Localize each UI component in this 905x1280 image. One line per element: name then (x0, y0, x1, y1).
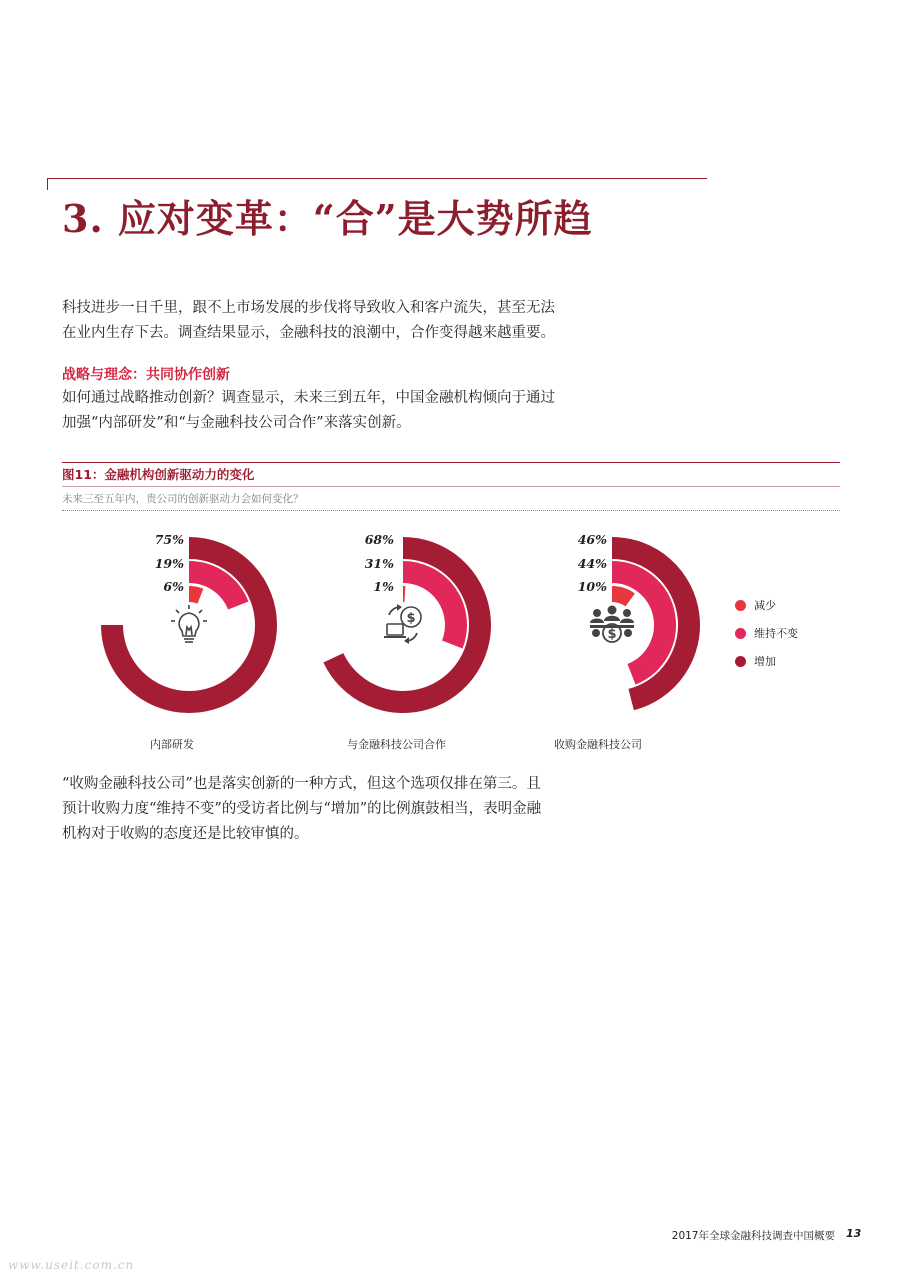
chart-category-label: 收购金融科技公司 (554, 738, 642, 751)
chart-label-decrease: 10% (577, 579, 607, 594)
chart-legend (735, 598, 798, 668)
legend-item (735, 626, 798, 640)
svg-text:$: $ (607, 627, 617, 642)
chart-label-same: 44% (577, 556, 607, 571)
legend-label: 减少 (754, 599, 776, 612)
svg-text:$: $ (406, 611, 416, 626)
partnership-icon (384, 604, 421, 644)
closing-line: “收购金融科技公司”也是落实创新的一种方式，但这个选项仅排在第三。且 (62, 776, 541, 792)
page-title: 3. 应对变革：“合”是大势所趋 (62, 196, 593, 241)
bar-same (403, 572, 456, 645)
closing-line: 预计收购力度“维持不变”的受访者比例与“增加”的比例旗鼓相当，表明金融 (62, 801, 542, 817)
figure-subtitle: 未来三至五年内，贵公司的创新驱动力会如何变化？ (62, 493, 304, 505)
section-line: 如何通过战略推动创新？调查显示，未来三到五年，中国金融机构倾向于通过 (62, 390, 555, 406)
legend-item (735, 654, 798, 668)
chart-label-decrease: 6% (163, 579, 184, 594)
bar-decrease (189, 594, 200, 596)
bar-increase (112, 548, 266, 702)
legend-swatch-same (735, 628, 746, 639)
radial-chart (612, 548, 689, 700)
chart-label-same: 19% (154, 556, 184, 571)
intro-line: 科技进步一日千里，跟不上市场发展的步伐将导致收入和客户流失，甚至无法 (62, 300, 555, 316)
closing-line: 机构对于收购的态度还是比较审慎的。 (62, 826, 309, 842)
legend-label: 维持不变 (754, 627, 798, 640)
chart-label-same: 31% (364, 556, 394, 571)
acquisition-icon (590, 606, 634, 643)
legend-swatch-decrease (735, 600, 746, 611)
legend-label: 增加 (754, 655, 776, 668)
section-line: 加强“内部研发”和“与金融科技公司合作”来落实创新。 (62, 415, 411, 431)
legend-swatch-increase (735, 656, 746, 667)
closing-paragraph (62, 772, 602, 847)
chart-category-label: 内部研发 (150, 738, 194, 751)
footer-title: 2017年全球金融科技调查中国概要 (671, 1230, 835, 1242)
watermark: www.useit.com.cn (8, 1258, 135, 1272)
radial-chart (112, 548, 266, 702)
legend-item (735, 598, 798, 612)
page-number: 13 (846, 1227, 862, 1240)
chart-category-label: 与金融科技公司合作 (347, 738, 446, 751)
section-subhead: 战略与理念：共同协作创新 (62, 367, 230, 383)
figure-title: 图11：金融机构创新驱动力的变化 (62, 467, 255, 482)
chart-label-increase: 68% (364, 532, 394, 547)
bar-decrease (612, 594, 630, 600)
intro-line: 在业内生存下去。调查结果显示，金融科技的浪潮中，合作变得越来越重要。 (62, 325, 555, 341)
chart-label-increase: 46% (577, 532, 607, 547)
chart-label-decrease: 1% (373, 579, 394, 594)
chart-label-increase: 75% (154, 532, 184, 547)
lightbulb-icon (171, 605, 207, 642)
